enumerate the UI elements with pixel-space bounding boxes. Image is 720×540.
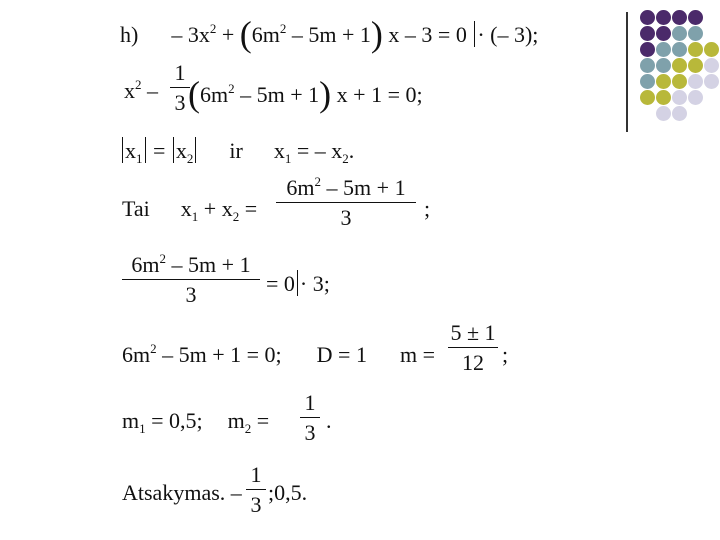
decorative-dot xyxy=(672,10,687,25)
term: m xyxy=(227,408,245,433)
fraction-m2 xyxy=(300,392,320,444)
decorative-dot xyxy=(688,74,703,89)
multiply-bar xyxy=(297,270,298,296)
term: = 0,5; xyxy=(151,408,203,433)
equation-h xyxy=(120,14,539,54)
decorative-dot xyxy=(672,90,687,105)
punctuation: ; xyxy=(424,196,431,221)
equation-line-6 xyxy=(122,341,435,367)
decorative-dot xyxy=(656,74,671,89)
term: 6m xyxy=(251,22,280,47)
answer-line xyxy=(122,482,242,504)
subscript: 1 xyxy=(284,151,292,166)
term: 6m xyxy=(131,252,160,277)
denominator: 12 xyxy=(462,350,484,375)
decorative-dot xyxy=(640,26,655,41)
equation-line-5-rest xyxy=(266,270,330,296)
operator: = xyxy=(244,196,258,221)
equation-line-2 xyxy=(124,77,158,103)
decorative-dot xyxy=(656,10,671,25)
decorative-dot xyxy=(640,10,655,25)
decorative-dot xyxy=(640,42,655,57)
decorative-dot xyxy=(656,90,671,105)
term: x xyxy=(124,78,135,103)
divider-line xyxy=(626,12,628,132)
decorative-dot xyxy=(656,26,671,41)
decorative-dot xyxy=(640,58,655,73)
decorative-dot xyxy=(688,42,703,57)
right-paren: ) xyxy=(319,74,332,114)
denominator: 3 xyxy=(250,492,262,517)
conjunction: ir xyxy=(229,138,243,163)
numerator: 1 xyxy=(304,390,316,415)
equation-line-7 xyxy=(122,408,270,436)
multiply-bar xyxy=(474,21,475,47)
equation-line-2-rest xyxy=(188,74,423,114)
fraction-roots xyxy=(448,322,498,374)
denominator: 3 xyxy=(185,282,197,307)
left-paren: ( xyxy=(239,14,252,54)
decorative-dot xyxy=(672,74,687,89)
punctuation: . xyxy=(348,138,355,163)
answer-label: Atsakymas. xyxy=(122,480,226,505)
term: – 5m + 1 xyxy=(234,82,320,107)
term: 6m xyxy=(122,342,151,367)
exponent: 2 xyxy=(279,21,287,36)
term: x xyxy=(180,196,192,221)
decorative-dot xyxy=(672,26,687,41)
multiplier: · (– 3); xyxy=(477,22,539,47)
term: = – x xyxy=(296,138,343,163)
numerator: 1 xyxy=(250,462,262,487)
term: – 5m + 1 xyxy=(286,22,371,47)
equation-line-3 xyxy=(120,137,355,166)
decorative-dot xyxy=(640,90,655,105)
numerator: 1 xyxy=(174,60,186,85)
term: x + 1 = 0; xyxy=(336,82,423,107)
abs-bar xyxy=(122,137,123,163)
fraction-one-third xyxy=(170,62,190,114)
operator: – xyxy=(230,480,242,505)
decorative-dot xyxy=(672,58,687,73)
subscript: 2 xyxy=(232,209,240,224)
item-label: h) xyxy=(120,22,139,47)
term: – 3x xyxy=(171,22,210,47)
term: x xyxy=(273,138,285,163)
exponent: 2 xyxy=(150,341,157,356)
punctuation: . xyxy=(326,408,332,433)
subscript: 1 xyxy=(136,151,143,166)
subscript: 1 xyxy=(139,421,146,436)
abs-bar xyxy=(145,137,146,163)
numerator: 5 ± 1 xyxy=(450,320,496,345)
decorative-dot xyxy=(688,58,703,73)
term: x xyxy=(175,138,187,163)
term: – 5m + 1 xyxy=(166,252,251,277)
punctuation: ; xyxy=(502,342,509,367)
decorative-dot xyxy=(656,42,671,57)
decorative-dot xyxy=(640,74,655,89)
fraction-sum xyxy=(276,174,416,230)
denominator: 3 xyxy=(304,420,316,445)
discriminant: D = 1 xyxy=(316,342,367,367)
term: 6m xyxy=(200,82,229,107)
term: = 0 xyxy=(266,271,295,296)
exponent: 2 xyxy=(159,251,167,266)
exponent: 2 xyxy=(135,77,142,92)
abs-bar xyxy=(195,137,196,163)
fraction-answer xyxy=(246,464,266,516)
decorative-dot xyxy=(704,58,719,73)
term: 6m xyxy=(286,175,315,200)
exponent: 2 xyxy=(228,81,235,96)
answer-values: ;0,5. xyxy=(268,480,308,505)
equation-line-4 xyxy=(122,196,258,224)
exponent: 2 xyxy=(314,174,322,189)
fraction-line-5 xyxy=(122,251,260,307)
left-paren: ( xyxy=(188,74,200,114)
term: x – 3 = 0 xyxy=(388,22,467,47)
decorative-dot xyxy=(672,42,687,57)
word-tai: Tai xyxy=(122,196,150,221)
right-paren: ) xyxy=(370,14,383,54)
decorative-dot xyxy=(688,10,703,25)
term: m = xyxy=(399,342,435,367)
decorative-dot xyxy=(704,74,719,89)
numerator xyxy=(276,174,416,202)
denominator: 3 xyxy=(174,90,186,115)
numerator xyxy=(122,251,260,279)
operator: – xyxy=(147,78,158,103)
subscript: 1 xyxy=(191,209,199,224)
exponent: 2 xyxy=(209,21,217,36)
subscript: 2 xyxy=(342,151,349,166)
term: m xyxy=(122,408,140,433)
multiplier: · 3; xyxy=(299,271,330,296)
denominator: 3 xyxy=(340,205,352,230)
term: + x xyxy=(203,196,233,221)
operator: = xyxy=(256,408,270,433)
operator: = xyxy=(153,138,166,163)
subscript: 2 xyxy=(244,421,252,436)
term: – 5m + 1 xyxy=(321,175,406,200)
abs-bar xyxy=(173,137,174,163)
term: x xyxy=(125,138,136,163)
decorative-dot xyxy=(656,58,671,73)
operator: + xyxy=(221,22,235,47)
decorative-dot xyxy=(656,106,671,121)
decorative-dot xyxy=(704,42,719,57)
term: – 5m + 1 = 0; xyxy=(156,342,282,367)
decorative-dot xyxy=(672,106,687,121)
subscript: 2 xyxy=(186,151,194,166)
decorative-dot xyxy=(688,90,703,105)
decorative-dot xyxy=(688,26,703,41)
